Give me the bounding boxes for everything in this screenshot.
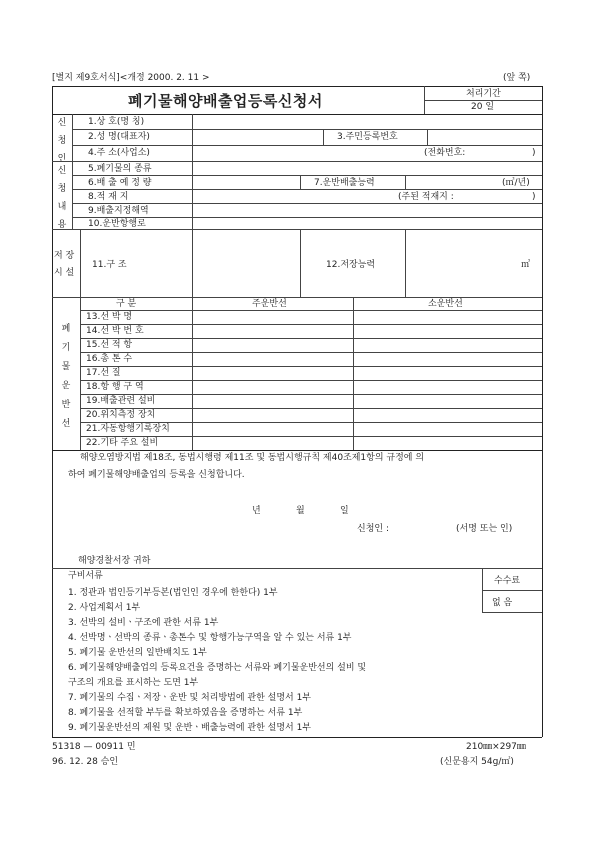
vessel-row-line <box>80 380 542 381</box>
paper-spec: (신문용지 54g/㎡) <box>440 757 514 767</box>
section-content-label: 신 청 내 용 <box>57 166 67 230</box>
date-day: 일 <box>340 506 349 516</box>
field-label-transport-capacity: 7.운반배출능력 <box>314 178 375 188</box>
line-row1 <box>72 129 542 130</box>
doc-item: 구조의 개요를 표시하는 도면 1부 <box>68 678 199 688</box>
date-year: 년 <box>252 506 261 516</box>
loading-close-paren: ) <box>532 192 536 202</box>
form-code: 51318 — 00911 민 <box>52 742 136 752</box>
line-docs-top <box>52 568 542 569</box>
line-row9 <box>72 217 542 218</box>
section-vessel-label: 폐 기 물 운 반 선 <box>61 324 71 429</box>
field-label-structure: 11.구 조 <box>92 260 127 270</box>
unit-cubic-meter: ㎥ <box>521 260 531 270</box>
addressee: 해양경찰서장 귀하 <box>78 556 151 566</box>
line-row6-mid2 <box>405 175 406 189</box>
field-label-phone: (전화번호: <box>424 148 466 158</box>
col-header-sub-vessel: 소운반선 <box>428 299 463 309</box>
vessel-row-label: 19.배출관련 설비 <box>86 396 156 406</box>
vessel-field-divider <box>192 297 193 450</box>
fee-bottom <box>482 612 542 613</box>
doc-item: 9. 폐기물운반선의 제원 및 운반ㆍ배출능력에 관한 설명서 1부 <box>68 723 311 733</box>
line-row2-mid2 <box>427 129 428 145</box>
doc-item: 2. 사업계획서 1부 <box>68 603 141 613</box>
line-row8 <box>72 203 542 204</box>
line-row6 <box>72 189 542 190</box>
vessel-label-divider <box>80 297 81 450</box>
field-label-address: 4.주 소(사업소) <box>88 148 150 158</box>
paper-size: 210㎜×297㎜ <box>466 742 526 752</box>
frame-left <box>52 86 53 737</box>
statement-line-2: 하여 폐기물해양배출업의 등록을 신청합니다. <box>68 470 245 480</box>
storage-label-divider <box>80 229 81 297</box>
line-applicant-top <box>52 114 542 115</box>
vessel-row-label: 17.선 질 <box>86 368 121 378</box>
vessel-row-label: 15.선 적 항 <box>86 340 133 350</box>
frame-right <box>542 86 543 737</box>
frame-top <box>52 86 542 87</box>
col-header-main-vessel: 주운반선 <box>252 299 287 309</box>
vessel-row-line <box>80 366 542 367</box>
doc-item: 7. 폐기물의 수집ㆍ저장ㆍ운반 및 처리방법에 관한 설명서 1부 <box>68 693 311 703</box>
processing-value: 20 일 <box>471 102 495 112</box>
line-content-bottom <box>52 229 542 230</box>
vessel-row-line <box>80 338 542 339</box>
vessel-row-line <box>80 408 542 409</box>
fee-label: 수수료 <box>494 576 521 586</box>
line-row6-mid <box>300 175 301 189</box>
section-storage-label-2: 시 설 <box>54 268 75 278</box>
field-label-navigation-route: 10.운반항행로 <box>88 219 146 229</box>
form-title: 폐기물해양배출업등록신청서 <box>128 92 323 110</box>
vessel-row-label: 13.선 박 명 <box>86 312 133 322</box>
field-label-main-loading-site: (주된 적재지 : <box>398 192 454 202</box>
vessel-row-label: 20.위치측정 장치 <box>86 410 156 420</box>
vessel-row-label: 14.선 박 번 호 <box>86 326 144 336</box>
fee-line <box>482 590 542 591</box>
line-vessel-header <box>80 310 542 311</box>
field-label-resident-number: 3.주민등록번호 <box>337 132 398 142</box>
storage-field-divider <box>192 229 193 297</box>
field-label-discharge-amount: 6.배 출 예 정 량 <box>88 178 152 188</box>
doc-item: 8. 폐기물을 선적할 부두를 확보하였음을 증명하는 서류 1부 <box>68 708 303 718</box>
approval-date: 96. 12. 28 승인 <box>52 757 119 767</box>
line-row5 <box>72 175 542 176</box>
line-applicant-bottom <box>52 161 542 162</box>
doc-item: 1. 정관과 법인등기부등본(법인인 경우에 한한다) 1부 <box>68 588 278 598</box>
vessel-row-label: 22.기타 주요 설비 <box>86 438 159 448</box>
col-header-category: 구 분 <box>116 299 137 309</box>
section-storage-label-1: 저 장 <box>54 251 75 261</box>
vessel-col-divider <box>353 297 354 450</box>
line-row2-mid <box>323 129 324 145</box>
frame-bottom <box>52 737 542 738</box>
field-label-waste-type: 5.폐기물의 종류 <box>88 164 152 174</box>
date-month: 월 <box>296 506 305 516</box>
doc-item: 6. 폐기물해양배출업의 등록요건을 증명하는 서류와 폐기물운반선의 설비 및 <box>68 663 367 673</box>
doc-item: 3. 선박의 설비ㆍ구조에 관한 서류 1부 <box>68 618 219 628</box>
vessel-row-line <box>80 352 542 353</box>
docs-title: 구비서류 <box>68 571 103 581</box>
vessel-row-label: 16.총 톤 수 <box>86 354 133 364</box>
form-reference: [별지 제9호서식]<개정 2000. 2. 11 > <box>52 73 210 83</box>
statement-line-1: 해양오염방지법 제18조, 동법시행령 제11조 및 동법시행규칙 제40조제1항의 규정에 의 <box>80 453 425 463</box>
vessel-row-line <box>80 324 542 325</box>
field-label-divider <box>192 114 193 229</box>
field-label-company: 1.상 호(명 칭) <box>88 117 145 127</box>
vessel-row-line <box>80 436 542 437</box>
field-label-loading-site: 8.적 재 지 <box>88 192 129 202</box>
processing-line <box>424 100 542 101</box>
page-side-label: (앞 쪽) <box>503 73 531 83</box>
section-label-divider <box>72 114 73 229</box>
line-storage-bottom <box>52 297 542 298</box>
vessel-row-label: 21.자동항행기록장치 <box>86 424 170 434</box>
field-label-representative: 2.성 명(대표자) <box>88 132 150 142</box>
storage-mid-divider <box>300 229 301 297</box>
storage-mid-divider2 <box>405 229 406 297</box>
field-label-storage-capacity: 12.저장능력 <box>326 260 376 270</box>
fee-value: 없 음 <box>492 598 513 608</box>
processing-label: 처리기간 <box>466 89 501 99</box>
vessel-row-label: 18.항 행 구 역 <box>86 382 144 392</box>
phone-close-paren: ) <box>532 148 536 158</box>
line-row2 <box>72 145 542 146</box>
line-statement-top <box>52 450 542 451</box>
doc-item: 4. 선박명ㆍ선박의 종류ㆍ총톤수 및 항행가능구역을 알 수 있는 서류 1부 <box>68 633 352 643</box>
field-label-discharge-area: 9.배출지정해역 <box>88 206 149 216</box>
applicant-signature-label: 신청인 : <box>357 524 389 534</box>
doc-item: 5. 폐기물 운반선의 일반배치도 1부 <box>68 648 207 658</box>
sign-or-seal-label: (서명 또는 인) <box>456 524 513 534</box>
vessel-row-line <box>80 394 542 395</box>
vessel-row-line <box>80 422 542 423</box>
section-applicant-label: 신 청 인 <box>57 118 67 164</box>
unit-per-year: (㎥/년) <box>502 178 530 188</box>
